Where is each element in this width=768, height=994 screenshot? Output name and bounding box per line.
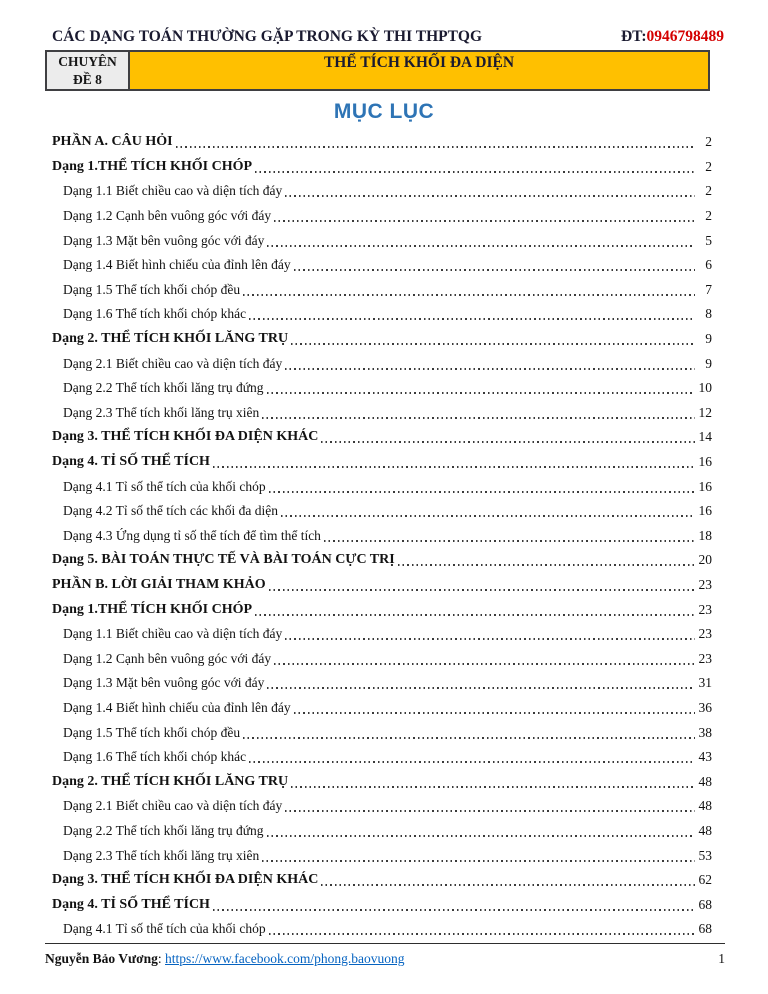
toc-entry[interactable]: [52, 622, 712, 647]
chapter-badge-line2: ĐỀ 8: [73, 71, 102, 87]
toc-entry-label: Dạng 1.3 Mặt bên vuông góc với đáy: [63, 232, 265, 248]
toc-entry-page: 48: [698, 798, 712, 814]
toc-entry[interactable]: [52, 376, 712, 401]
toc-dot-leader: [267, 245, 695, 247]
toc-dot-leader: [176, 146, 695, 148]
toc-entry[interactable]: [52, 597, 712, 622]
toc-dot-leader: [269, 589, 695, 591]
toc-entry-page: 43: [698, 749, 712, 765]
toc-entry-label: Dạng 1.4 Biết hình chiếu của đỉnh lên đáy: [63, 257, 291, 273]
toc-entry-label: Dạng 1.2 Cạnh bên vuông góc với đáy: [63, 208, 272, 224]
toc-entry-label: PHẦN A. CÂU HỎI: [52, 134, 173, 150]
toc-entry[interactable]: [52, 450, 712, 475]
toc-entry[interactable]: [52, 671, 712, 696]
toc-entry[interactable]: [52, 130, 712, 155]
toc-dot-leader: [249, 318, 695, 320]
toc-dot-leader: [213, 909, 695, 911]
toc-entry-page: 18: [698, 527, 712, 543]
toc-entry-page: 16: [698, 503, 712, 519]
toc-dot-leader: [285, 368, 695, 370]
toc-entry[interactable]: [52, 917, 712, 942]
toc-entry-label: Dạng 2.2 Thể tích khối lăng trụ đứng: [63, 380, 264, 396]
toc-entry-page: 6: [705, 257, 712, 273]
toc-entry-label: Dạng 4. TỈ SỐ THỂ TÍCH: [52, 896, 210, 912]
toc-entry-label: Dạng 1.THỂ TÍCH KHỐI CHÓP: [52, 601, 253, 617]
toc-dot-leader: [324, 540, 695, 542]
toc-entry-page: 20: [698, 552, 712, 568]
toc-dot-leader: [285, 810, 695, 812]
toc-entry-page: 12: [698, 404, 712, 420]
toc-entry-page: 2: [705, 208, 712, 224]
toc-heading: MỤC LỤC: [333, 100, 435, 123]
toc-entry[interactable]: [52, 327, 712, 352]
toc-entry-label: Dạng 1.1 Biết chiều cao và diện tích đáy: [63, 183, 283, 199]
toc-entry[interactable]: [52, 720, 712, 745]
toc-entry[interactable]: [52, 646, 712, 671]
toc-dot-leader: [243, 737, 695, 739]
toc-entry[interactable]: [52, 155, 712, 180]
toc-list: [52, 130, 712, 942]
toc-entry-label: Dạng 5. BÀI TOÁN THỰC TẾ VÀ BÀI TOÁN CỰC TRỊ: [52, 552, 395, 568]
footer-page-number: 1: [718, 951, 725, 966]
toc-dot-leader: [274, 663, 695, 665]
chapter-title: THỂ TÍCH KHỐI ĐA DIỆN: [130, 52, 708, 89]
toc-entry[interactable]: [52, 843, 712, 868]
header-title: CÁC DẠNG TOÁN THƯỜNG GẶP TRONG KỲ THI THPTQG: [52, 28, 483, 45]
toc-entry[interactable]: [52, 253, 712, 278]
toc-dot-leader: [255, 171, 695, 173]
toc-entry-page: 48: [698, 773, 712, 789]
chapter-badge: [47, 52, 130, 89]
toc-entry-label: Dạng 1.5 Thể tích khối chóp đều: [63, 724, 241, 740]
toc-dot-leader: [398, 564, 695, 566]
footer-facebook-link[interactable]: https://www.facebook.com/phong.baovuong: [165, 951, 405, 966]
toc-entry[interactable]: [52, 819, 712, 844]
toc-dot-leader: [267, 687, 695, 689]
toc-entry-page: 48: [698, 822, 712, 838]
phone-number: 0946798489: [646, 28, 724, 45]
toc-dot-leader: [267, 392, 695, 394]
toc-entry-page: 23: [698, 626, 712, 642]
toc-entry-label: Dạng 1.4 Biết hình chiếu của đỉnh lên đáy: [63, 699, 291, 715]
toc-entry[interactable]: [52, 228, 712, 253]
toc-entry[interactable]: [52, 474, 712, 499]
toc-entry-page: 2: [705, 158, 712, 174]
toc-entry[interactable]: [52, 351, 712, 376]
toc-dot-leader: [269, 491, 695, 493]
toc-entry[interactable]: [52, 548, 712, 573]
toc-dot-leader: [269, 933, 695, 935]
toc-dot-leader: [294, 712, 695, 714]
toc-entry-label: Dạng 1.THỂ TÍCH KHỐI CHÓP: [52, 158, 253, 174]
toc-entry[interactable]: [52, 302, 712, 327]
toc-entry-label: Dạng 1.2 Cạnh bên vuông góc với đáy: [63, 650, 272, 666]
toc-entry-page: 8: [705, 306, 712, 322]
toc-entry-label: Dạng 1.1 Biết chiều cao và diện tích đáy: [63, 626, 283, 642]
toc-entry[interactable]: [52, 745, 712, 770]
toc-entry-page: 7: [705, 281, 712, 297]
toc-entry-page: 68: [698, 896, 712, 912]
toc-entry[interactable]: [52, 499, 712, 524]
toc-entry-page: 23: [698, 650, 712, 666]
toc-dot-leader: [285, 195, 695, 197]
toc-entry-label: Dạng 2. THỂ TÍCH KHỐI LĂNG TRỤ: [52, 331, 289, 347]
toc-dot-leader: [213, 466, 695, 468]
footer-author: Nguyễn Bảo Vương: [45, 951, 158, 966]
toc-dot-leader: [255, 614, 695, 616]
header-phone: [621, 28, 724, 46]
toc-entry[interactable]: [52, 696, 712, 721]
toc-entry[interactable]: [52, 425, 712, 450]
toc-entry[interactable]: [52, 892, 712, 917]
toc-entry-label: Dạng 2.3 Thể tích khối lăng trụ xiên: [63, 404, 260, 420]
toc-dot-leader: [267, 835, 695, 837]
toc-entry-page: 36: [698, 699, 712, 715]
toc-entry-label: Dạng 4.3 Ứng dụng tỉ số thể tích để tìm thể tích: [63, 527, 321, 543]
toc-entry-page: 68: [698, 921, 712, 937]
toc-entry-label: Dạng 1.6 Thể tích khối chóp khác: [63, 306, 247, 322]
toc-entry[interactable]: [52, 179, 712, 204]
toc-entry-page: 38: [698, 724, 712, 740]
toc-dot-leader: [249, 761, 695, 763]
toc-entry-label: Dạng 4.1 Tỉ số thể tích của khối chóp: [63, 478, 266, 494]
toc-entry-label: Dạng 3. THỂ TÍCH KHỐI ĐA DIỆN KHÁC: [52, 429, 319, 445]
page-footer: [45, 943, 725, 967]
toc-entry-page: 9: [705, 331, 712, 347]
toc-entry-page: 62: [698, 872, 712, 888]
toc-entry-page: 53: [698, 847, 712, 863]
toc-entry-label: Dạng 2.1 Biết chiều cao và diện tích đáy: [63, 798, 283, 814]
toc-entry-page: 2: [705, 134, 712, 150]
toc-dot-leader: [285, 638, 695, 640]
toc-dot-leader: [274, 220, 695, 222]
toc-entry-label: Dạng 2.2 Thể tích khối lăng trụ đứng: [63, 822, 264, 838]
toc-dot-leader: [262, 417, 695, 419]
toc-entry[interactable]: [52, 769, 712, 794]
toc-entry[interactable]: [52, 401, 712, 426]
toc-entry-page: 2: [705, 183, 712, 199]
toc-entry-page: 16: [698, 478, 712, 494]
toc-entry-page: 9: [705, 355, 712, 371]
toc-entry-label: Dạng 1.6 Thể tích khối chóp khác: [63, 749, 247, 765]
toc-entry-label: Dạng 2. THỂ TÍCH KHỐI LĂNG TRỤ: [52, 773, 289, 789]
toc-dot-leader: [262, 860, 695, 862]
toc-entry-label: PHẦN B. LỜI GIẢI THAM KHẢO: [52, 576, 266, 592]
toc-entry-page: 23: [698, 601, 712, 617]
toc-entry-label: Dạng 1.5 Thể tích khối chóp đều: [63, 281, 241, 297]
toc-dot-leader: [291, 786, 695, 788]
toc-entry-page: 23: [698, 576, 712, 592]
toc-dot-leader: [321, 441, 695, 443]
toc-entry[interactable]: [52, 794, 712, 819]
toc-entry-page: 5: [705, 232, 712, 248]
toc-dot-leader: [294, 269, 695, 271]
toc-entry-page: 14: [698, 429, 712, 445]
chapter-banner: [45, 50, 710, 91]
toc-dot-leader: [321, 884, 695, 886]
toc-entry[interactable]: [52, 573, 712, 598]
toc-entry[interactable]: [52, 868, 712, 893]
toc-entry-label: Dạng 1.3 Mặt bên vuông góc với đáy: [63, 675, 265, 691]
toc-entry[interactable]: [52, 524, 712, 549]
page-header: [52, 28, 724, 46]
toc-entry-label: Dạng 2.1 Biết chiều cao và diện tích đáy: [63, 355, 283, 371]
toc-entry[interactable]: [52, 204, 712, 229]
chapter-badge-line1: CHUYÊN: [58, 53, 117, 69]
toc-entry-label: Dạng 4. TỈ SỐ THỂ TÍCH: [52, 454, 210, 470]
toc-entry-label: Dạng 3. THỂ TÍCH KHỐI ĐA DIỆN KHÁC: [52, 872, 319, 888]
toc-entry-page: 10: [698, 380, 712, 396]
toc-entry-label: Dạng 4.1 Tỉ số thể tích của khối chóp: [63, 921, 266, 937]
toc-dot-leader: [281, 515, 695, 517]
toc-entry[interactable]: [52, 278, 712, 303]
footer-separator: :: [157, 951, 165, 966]
footer-credit: [45, 951, 404, 967]
toc-entry-page: 16: [698, 454, 712, 470]
toc-entry-label: Dạng 2.3 Thể tích khối lăng trụ xiên: [63, 847, 260, 863]
toc-entry-label: Dạng 4.2 Tỉ số thể tích các khối đa diện: [63, 503, 278, 519]
toc-dot-leader: [243, 294, 695, 296]
phone-label: ĐT:: [620, 28, 647, 45]
toc-entry-page: 31: [698, 675, 712, 691]
toc-dot-leader: [291, 343, 695, 345]
